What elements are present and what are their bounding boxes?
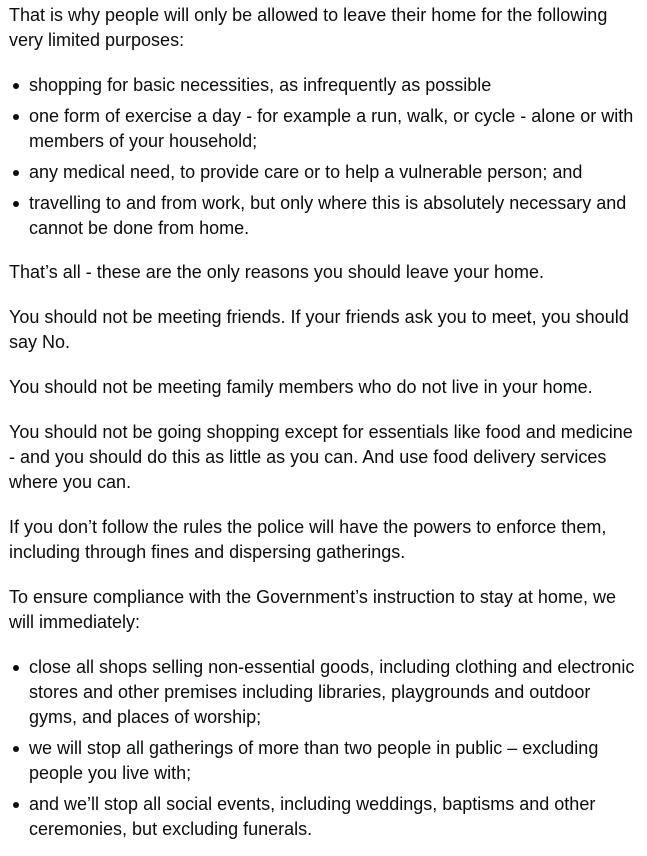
list-item [9, 736, 639, 786]
list-item-text: one form of exercise a day - for example a run, walk, or cycle - alone or with members of your household; [29, 106, 634, 151]
list-item-text: any medical need, to provide care or to help a vulnerable person; and [29, 162, 583, 182]
bullet-icon [13, 746, 19, 752]
bullet-icon [13, 114, 19, 120]
bullet-icon [13, 802, 19, 808]
family-paragraph: You should not be meeting family members who do not live in your home. [9, 377, 593, 397]
list-item-text: shopping for basic necessities, as infrequently as possible [29, 75, 492, 95]
list-item [9, 73, 639, 98]
immediate-measures-list [9, 655, 639, 842]
list-item [9, 792, 639, 842]
friends-paragraph: You should not be meeting friends. If your friends ask you to meet, you should say No. [9, 307, 629, 352]
list-item-text: we will stop all gatherings of more than two people in public – excluding people you live with; [29, 738, 599, 783]
police-paragraph: If you don’t follow the rules the police will have the powers to enforce them, including through fines and dispersing gatherings. [9, 517, 607, 562]
list-item-text: close all shops selling non-essential goods, including clothing and electronic stores and other premises including libraries, playgrounds and outdoor gyms, and places of worship; [29, 657, 635, 727]
list-item-text: and we’ll stop all social events, including weddings, baptisms and other ceremonies, but excluding funerals. [29, 794, 596, 839]
list-item [9, 104, 639, 154]
bullet-icon [13, 83, 19, 89]
intro-paragraph: That is why people will only be allowed to leave their home for the following very limited purposes: [9, 5, 608, 50]
permitted-purposes-list [9, 73, 639, 241]
bullet-icon [13, 665, 19, 671]
bullet-icon [13, 170, 19, 176]
compliance-paragraph: To ensure compliance with the Government’s instruction to stay at home, we will immediately: [9, 587, 616, 632]
list-item-text: travelling to and from work, but only where this is absolutely necessary and cannot be done from home. [29, 193, 627, 238]
thats-all-paragraph: That’s all - these are the only reasons you should leave your home. [9, 262, 544, 282]
article-body [0, 3, 647, 842]
list-item [9, 191, 639, 241]
list-item [9, 160, 639, 185]
bullet-icon [13, 201, 19, 207]
list-item [9, 655, 639, 730]
shopping-paragraph: You should not be going shopping except for essentials like food and medicine - and you should do this as little as you can. And use food delivery services where you can. [9, 422, 633, 492]
